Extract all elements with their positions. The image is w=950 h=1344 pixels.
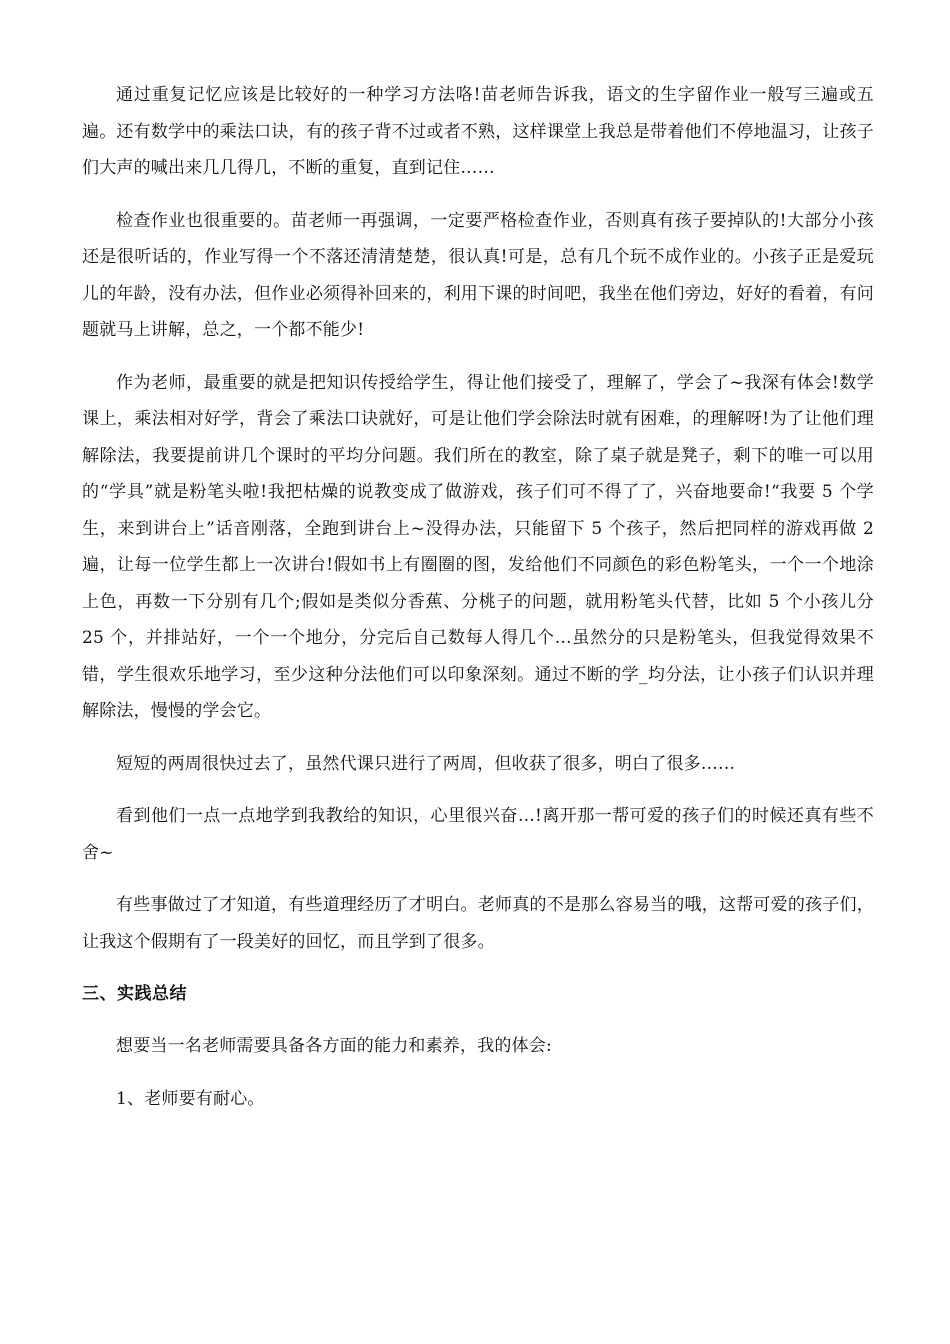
paragraph-reflection: 有些事做过了才知道，有些道理经历了才明白。老师真的不是那么容易当的哦，这帮可爱的孩子们，让我这个假期有了一段美好的回忆，而且学到了很多。 [82, 895, 874, 952]
paragraph-memorization: 通过重复记忆应该是比较好的一种学习方法咯!苗老师告诉我，语文的生字留作业一般写三遍或五遍。还有数学中的乘法口诀，有的孩子背不过或者不熟，这样课堂上我总是带着他们不停地温习，让孩子们大声的喊出来几几得几，不断的重复，直到记住…… [82, 85, 874, 178]
paragraph-farewell: 看到他们一点一点地学到我教给的知识，心里很兴奋…!离开那一帮可爱的孩子们的时候还真有些不舍~ [82, 806, 874, 863]
paragraph-teaching-division: 作为老师，最重要的就是把知识传授给学生，得让他们接受了，理解了，学会了~我深有体会!数学课上，乘法相对好学，背会了乘法口诀就好，可是让他们学会除法时就有困难，的理解呀!为了让他们理解除法，我要提前讲几个课时的平均分问题。我们所在的教室，除了桌子就是凳子，剩下的唯一可以用的“学具”就是粉笔头啦!我把枯燥的说教变成了做游戏，孩子们可不得了了，兴奋地要命!“我要 5 个学生，来到讲台上”话音刚落，全跑到讲台上~没得办法，只能留下 5 个孩子，然后把同样的游戏再做 2 遍，让每一位学生都上一次讲台!假如书上有圈圈的图，发给他们不同颜色的彩色粉笔头，一个一个地涂上色，再数一下分别有几个;假如是类似分香蕉、分桃子的问题，就用粉笔头代替，比如 5 个小孩儿分 25 个，并排站好，一个一个地分，分完后自己数每人得几个…虽然分的只是粉笔头，但我觉得效果不错，学生很欢乐地学习，至少这种分法他们可以印象深刻。通过不断的学_均分法，让小孩子们认识并理解除法，慢慢的学会它。 [82, 372, 874, 721]
paragraph-two-weeks: 短短的两周很快过去了，虽然代课只进行了两周，但收获了很多，明白了很多…… [116, 753, 736, 774]
section-heading: 三、实践总结 [82, 984, 187, 1004]
list-item-patience: 1、老师要有耐心。 [116, 1088, 265, 1109]
paragraph-summary-intro: 想要当一名老师需要具备各方面的能力和素养，我的体会: [116, 1036, 552, 1056]
paragraph-homework-check: 检查作业也很重要的。苗老师一再强调，一定要严格检查作业，否则真有孩子要掉队的!大部分小孩还是很听话的，作业写得一个不落还清清楚楚，很认真!可是，总有几个玩不成作业的。小孩子正是爱玩儿的年龄，没有办法，但作业必须得补回来的，利用下课的时间吧，我坐在他们旁边，好好的看着，有问题就马上讲解，总之，一个都不能少! [82, 210, 874, 340]
